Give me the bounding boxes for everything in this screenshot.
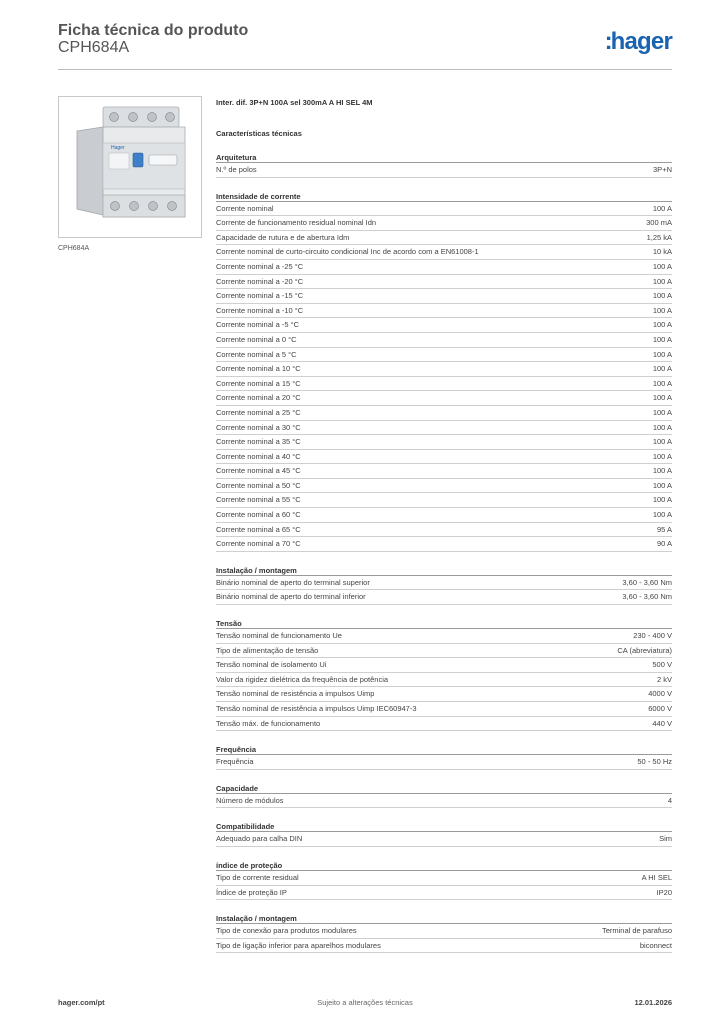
- spec-row: [216, 576, 672, 591]
- spec-value: CA (abreviatura): [617, 645, 672, 655]
- spec-label: Tipo de ligação inferior para aparelhos modulares: [216, 940, 381, 950]
- characteristics-title: Características técnicas: [216, 129, 302, 138]
- spec-value: Terminal de parafuso: [601, 926, 672, 936]
- spec-row: [216, 216, 672, 231]
- spec-row: [216, 260, 672, 275]
- spec-value: 100 A: [652, 320, 672, 330]
- spec-content: [216, 97, 672, 953]
- spec-value: 100 A: [652, 291, 672, 301]
- spec-row: [216, 377, 672, 392]
- spec-label: Corrente nominal a 30 °C: [216, 422, 301, 432]
- spec-row: [216, 435, 672, 450]
- spec-label: Corrente nominal a 10 °C: [216, 364, 301, 374]
- spec-row: [216, 508, 672, 523]
- spec-row: [216, 362, 672, 377]
- spec-row: [216, 391, 672, 406]
- spec-label: Tensão nominal de isolamento Ui: [216, 660, 327, 670]
- spec-label: Corrente nominal a 50 °C: [216, 480, 301, 490]
- spec-label: Corrente nominal a 45 °C: [216, 466, 301, 476]
- spec-label: Corrente nominal a -15 °C: [216, 291, 304, 301]
- spec-value: 100 A: [652, 407, 672, 417]
- spec-row: [216, 202, 672, 217]
- spec-value: 500 V: [652, 660, 672, 670]
- spec-value: 1,25 kA: [646, 232, 672, 242]
- spec-value: 10 kA: [652, 247, 672, 257]
- spec-row: [216, 644, 672, 659]
- spec-value: 100 A: [652, 349, 672, 359]
- spec-row: [216, 886, 672, 901]
- spec-row: [216, 629, 672, 644]
- spec-label: Corrente de funcionamento residual nominal Idn: [216, 218, 377, 228]
- spec-label: Corrente nominal a 25 °C: [216, 407, 301, 417]
- spec-section: [216, 913, 672, 953]
- spec-label: Valor da rigidez dielétrica da frequência de potência: [216, 674, 389, 684]
- spec-section: [216, 744, 672, 770]
- spec-value: 100 A: [652, 261, 672, 271]
- page-footer: [58, 998, 672, 1010]
- spec-label: Corrente nominal a 15 °C: [216, 378, 301, 388]
- spec-value: 440 V: [652, 718, 672, 728]
- device-illustration: [59, 97, 201, 237]
- spec-row: [216, 832, 672, 847]
- spec-label: Corrente nominal: [216, 203, 274, 213]
- section-title: Capacidade: [216, 783, 672, 794]
- page-header: [58, 22, 672, 70]
- spec-row: [216, 245, 672, 260]
- spec-sections: [216, 152, 672, 953]
- section-title: Intensidade de corrente: [216, 191, 672, 202]
- spec-row: [216, 163, 672, 178]
- spec-value: 100 A: [652, 451, 672, 461]
- spec-value: 2 kV: [656, 674, 672, 684]
- spec-label: Capacidade de rutura e de abertura Idm: [216, 232, 350, 242]
- spec-label: Binário nominal de aperto do terminal inferior: [216, 592, 366, 602]
- spec-label: Corrente nominal a -5 °C: [216, 320, 300, 330]
- spec-row: [216, 687, 672, 702]
- spec-label: Tensão máx. de funcionamento: [216, 718, 321, 728]
- spec-label: N.º de polos: [216, 165, 257, 174]
- spec-value: 100 A: [652, 334, 672, 344]
- spec-value: 3P+N: [653, 165, 672, 174]
- hager-logo[interactable]: [605, 28, 672, 56]
- spec-label: Corrente nominal a 35 °C: [216, 437, 301, 447]
- spec-value: 100 A: [652, 203, 672, 213]
- section-title: Instalação / montagem: [216, 565, 672, 576]
- spec-row: [216, 231, 672, 246]
- spec-value: 100 A: [652, 276, 672, 286]
- spec-label: Tensão nominal de resistência a impulsos Uimp: [216, 689, 375, 699]
- spec-label: Tensão nominal de resistência a impulsos Uimp IEC60947-3: [216, 704, 417, 713]
- spec-row: [216, 717, 672, 732]
- spec-value: biconnect: [639, 940, 672, 950]
- spec-label: Número de módulos: [216, 795, 284, 805]
- footer-note: Sujeito a alterações técnicas: [317, 998, 413, 1007]
- product-code: CPH684A: [58, 39, 130, 56]
- section-title: Frequência: [216, 744, 672, 755]
- spec-label: Corrente nominal a 55 °C: [216, 495, 301, 505]
- spec-row: [216, 537, 672, 552]
- spec-label: Corrente nominal a 0 °C: [216, 334, 297, 344]
- section-title: Tensão: [216, 618, 672, 629]
- spec-label: Corrente nominal a 60 °C: [216, 510, 301, 520]
- spec-value: 100 A: [652, 305, 672, 315]
- spec-row: [216, 794, 672, 809]
- spec-section: [216, 821, 672, 847]
- spec-value: 6000 V: [648, 704, 672, 713]
- spec-value: 100 A: [652, 466, 672, 476]
- spec-row: [216, 658, 672, 673]
- spec-section: [216, 618, 672, 731]
- spec-value: 4: [667, 795, 672, 805]
- spec-row: [216, 523, 672, 538]
- spec-label: Corrente nominal a 5 °C: [216, 349, 297, 359]
- spec-row: [216, 493, 672, 508]
- spec-row: [216, 464, 672, 479]
- spec-row: [216, 590, 672, 605]
- section-title: índice de proteção: [216, 860, 672, 871]
- spec-value: 95 A: [656, 524, 672, 534]
- spec-label: Tipo de alimentação de tensão: [216, 645, 319, 655]
- spec-section: [216, 152, 672, 178]
- spec-value: 100 A: [652, 480, 672, 490]
- footer-website-link[interactable]: hager.com/pt: [58, 998, 105, 1007]
- product-image: [58, 96, 202, 238]
- spec-row: [216, 289, 672, 304]
- spec-row: [216, 421, 672, 436]
- spec-value: 300 mA: [646, 218, 672, 228]
- page-title: Ficha técnica do produto: [58, 22, 249, 39]
- device-brand: Hager: [111, 145, 125, 151]
- spec-value: 100 A: [652, 364, 672, 374]
- spec-section: [216, 191, 672, 552]
- spec-label: Corrente nominal de curto-circuito condicional Inc de acordo com a EN61008-1: [216, 247, 479, 257]
- spec-section: [216, 860, 672, 900]
- spec-value: IP20: [656, 887, 672, 897]
- footer-date: 12.01.2026: [634, 998, 672, 1007]
- spec-value: 50 - 50 Hz: [637, 757, 672, 767]
- spec-label: Corrente nominal a -25 °C: [216, 261, 304, 271]
- image-caption: CPH684A: [58, 245, 90, 252]
- spec-label: Adequado para calha DIN: [216, 834, 303, 844]
- spec-label: Corrente nominal a -20 °C: [216, 276, 304, 286]
- section-title: Arquitetura: [216, 152, 672, 163]
- spec-value: 4000 V: [648, 689, 672, 699]
- spec-value: 100 A: [652, 495, 672, 505]
- spec-row: [216, 871, 672, 886]
- section-title: Compatibilidade: [216, 821, 672, 832]
- logo-text: hager: [610, 28, 672, 55]
- spec-value: 100 A: [652, 378, 672, 388]
- spec-label: Tipo de corrente residual: [216, 872, 299, 882]
- spec-row: [216, 406, 672, 421]
- spec-label: Tensão nominal de funcionamento Ue: [216, 631, 342, 641]
- spec-label: Índice de proteção IP: [216, 887, 287, 897]
- spec-label: Binário nominal de aperto do terminal superior: [216, 577, 370, 587]
- spec-row: [216, 702, 672, 717]
- spec-value: 100 A: [652, 393, 672, 403]
- logo-mark: :: [604, 28, 611, 55]
- spec-value: A HI SEL: [641, 872, 672, 882]
- spec-value: 3,60 - 3,60 Nm: [622, 592, 672, 602]
- spec-label: Corrente nominal a -10 °C: [216, 305, 304, 315]
- spec-value: 100 A: [652, 510, 672, 520]
- spec-row: [216, 939, 672, 954]
- spec-row: [216, 479, 672, 494]
- spec-value: 100 A: [652, 437, 672, 447]
- spec-row: [216, 333, 672, 348]
- spec-label: Corrente nominal a 65 °C: [216, 524, 301, 534]
- spec-label: Corrente nominal a 70 °C: [216, 539, 301, 549]
- spec-row: [216, 275, 672, 290]
- section-title: Instalação / montagem: [216, 913, 672, 924]
- spec-label: Corrente nominal a 20 °C: [216, 393, 301, 403]
- spec-value: Sim: [659, 834, 672, 844]
- spec-label: Corrente nominal a 40 °C: [216, 451, 301, 461]
- spec-row: [216, 450, 672, 465]
- spec-row: [216, 304, 672, 319]
- spec-value: 90 A: [656, 539, 672, 549]
- spec-value: 100 A: [652, 422, 672, 432]
- spec-row: [216, 924, 672, 939]
- spec-row: [216, 318, 672, 333]
- spec-row: [216, 755, 672, 770]
- spec-label: Frequência: [216, 757, 254, 767]
- product-description: Inter. dif. 3P+N 100A sel 300mA A HI SEL 4M: [216, 98, 373, 107]
- spec-row: [216, 673, 672, 688]
- spec-value: 230 - 400 V: [633, 631, 672, 641]
- spec-section: [216, 783, 672, 809]
- spec-value: 3,60 - 3,60 Nm: [622, 577, 672, 587]
- spec-label: Tipo de conexão para produtos modulares: [216, 926, 357, 936]
- spec-row: [216, 348, 672, 363]
- spec-section: [216, 565, 672, 605]
